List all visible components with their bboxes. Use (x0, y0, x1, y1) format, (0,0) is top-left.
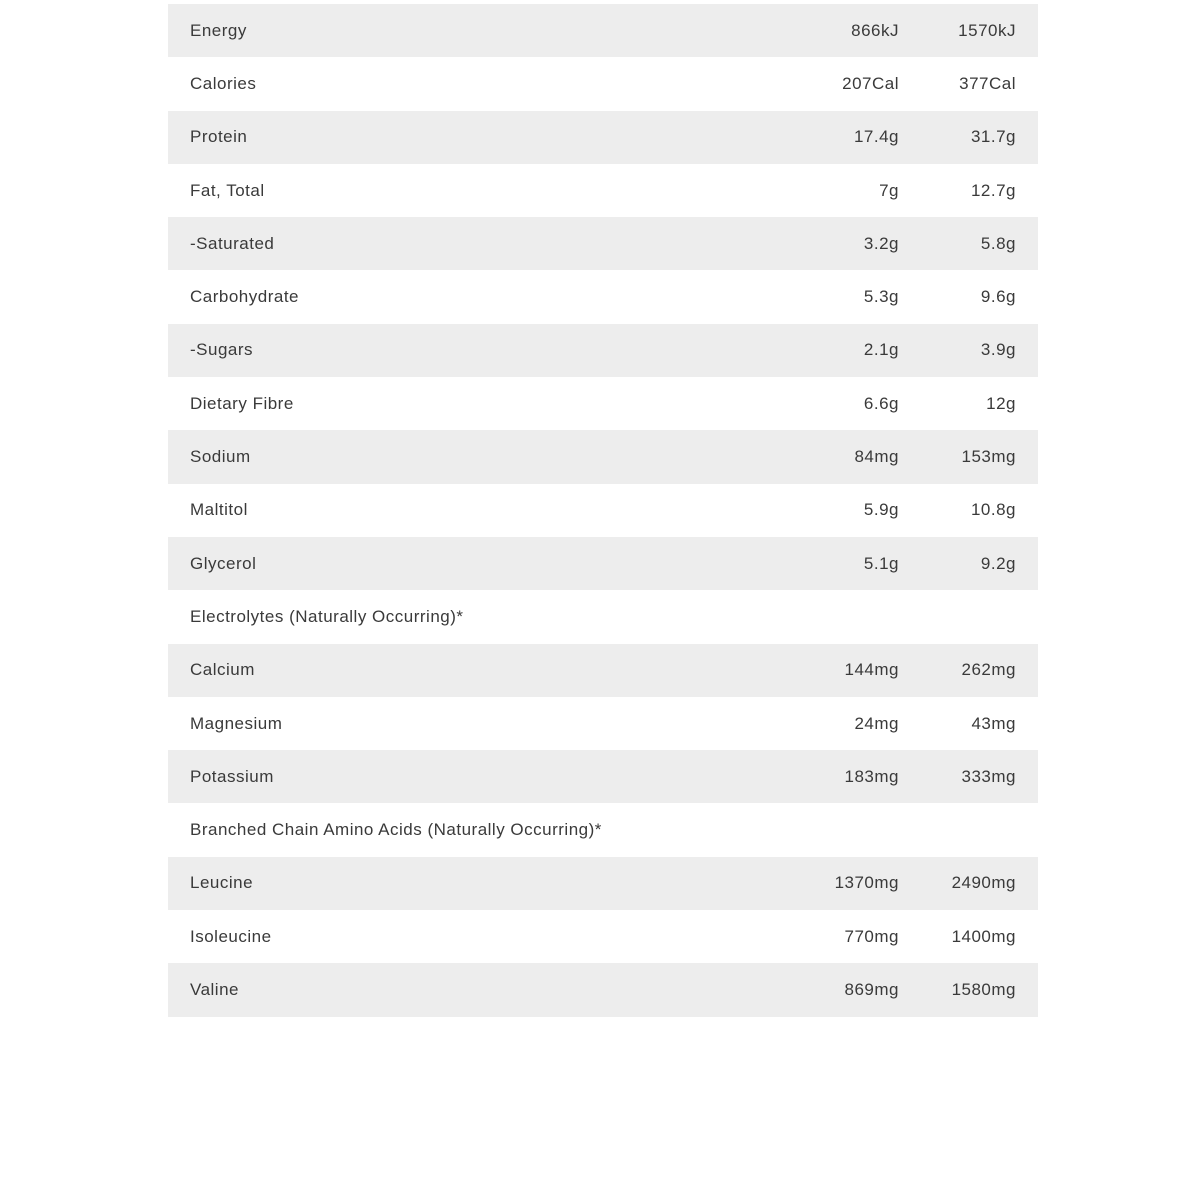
value-col-2: 12.7g (970, 180, 1016, 200)
nutrient-label: Leucine (190, 873, 254, 893)
nutrient-label: Calories (190, 73, 257, 93)
table-row (168, 537, 1038, 590)
value-col-2: 377Cal (959, 73, 1016, 93)
value-col-2: 153mg (961, 447, 1016, 467)
table-row (168, 857, 1038, 910)
value-col-1: 5.3g (863, 287, 899, 307)
value-col-1: 207Cal (842, 73, 899, 93)
table-row (168, 164, 1038, 217)
nutrient-label: Energy (190, 20, 247, 40)
value-col-1: 6.6g (863, 393, 899, 413)
value-col-2: 3.9g (980, 340, 1016, 360)
nutrition-table (168, 4, 1038, 1017)
table-row (168, 324, 1038, 377)
nutrient-label: Valine (190, 979, 239, 999)
table-row (168, 430, 1038, 483)
value-col-2: 1580mg (951, 979, 1016, 999)
value-col-2: 9.2g (980, 553, 1016, 573)
value-col-2: 31.7g (970, 127, 1016, 147)
value-col-1: 770mg (844, 926, 899, 946)
nutrient-label: Sodium (190, 447, 251, 467)
table-row (168, 750, 1038, 803)
value-col-2: 262mg (961, 660, 1016, 680)
section-title: Electrolytes (Naturally Occurring)* (190, 606, 464, 626)
value-col-1: 3.2g (863, 233, 899, 253)
value-col-1: 5.1g (863, 553, 899, 573)
value-col-1: 183mg (844, 766, 899, 786)
value-col-1: 869mg (844, 979, 899, 999)
nutrient-label: Protein (190, 127, 248, 147)
table-row (168, 644, 1038, 697)
value-col-2: 9.6g (980, 287, 1016, 307)
value-col-2: 1570kJ (958, 20, 1016, 40)
nutrient-label: Carbohydrate (190, 287, 300, 307)
value-col-1: 5.9g (863, 500, 899, 520)
value-col-2: 2490mg (951, 873, 1016, 893)
value-col-2: 12g (986, 393, 1016, 413)
nutrient-label: Potassium (190, 766, 274, 786)
nutrient-label: Fat, Total (190, 180, 265, 200)
value-col-1: 2.1g (863, 340, 899, 360)
nutrient-label: Glycerol (190, 553, 257, 573)
nutrient-label: Dietary Fibre (190, 393, 294, 413)
table-row (168, 697, 1038, 750)
value-col-2: 1400mg (951, 926, 1016, 946)
value-col-2: 10.8g (970, 500, 1016, 520)
nutrient-label: Magnesium (190, 713, 283, 733)
table-row (168, 111, 1038, 164)
value-col-2: 5.8g (980, 233, 1016, 253)
table-row (168, 4, 1038, 57)
section-header-row (168, 590, 1038, 643)
nutrient-label: Maltitol (190, 500, 248, 520)
value-col-1: 1370mg (834, 873, 899, 893)
table-row (168, 484, 1038, 537)
value-col-1: 84mg (854, 447, 899, 467)
section-header-row (168, 803, 1038, 856)
table-row (168, 910, 1038, 963)
value-col-2: 333mg (961, 766, 1016, 786)
nutrient-label: Isoleucine (190, 926, 272, 946)
table-row (168, 57, 1038, 110)
nutrient-label: -Saturated (190, 233, 275, 253)
value-col-1: 7g (879, 180, 899, 200)
nutrient-label: Calcium (190, 660, 255, 680)
table-row (168, 217, 1038, 270)
value-col-1: 17.4g (853, 127, 899, 147)
table-row (168, 270, 1038, 323)
table-row (168, 963, 1038, 1016)
value-col-1: 24mg (854, 713, 899, 733)
nutrient-label: -Sugars (190, 340, 254, 360)
table-row (168, 377, 1038, 430)
value-col-1: 866kJ (851, 20, 899, 40)
value-col-1: 144mg (844, 660, 899, 680)
section-title: Branched Chain Amino Acids (Naturally Occurring)* (190, 820, 602, 840)
value-col-2: 43mg (971, 713, 1016, 733)
